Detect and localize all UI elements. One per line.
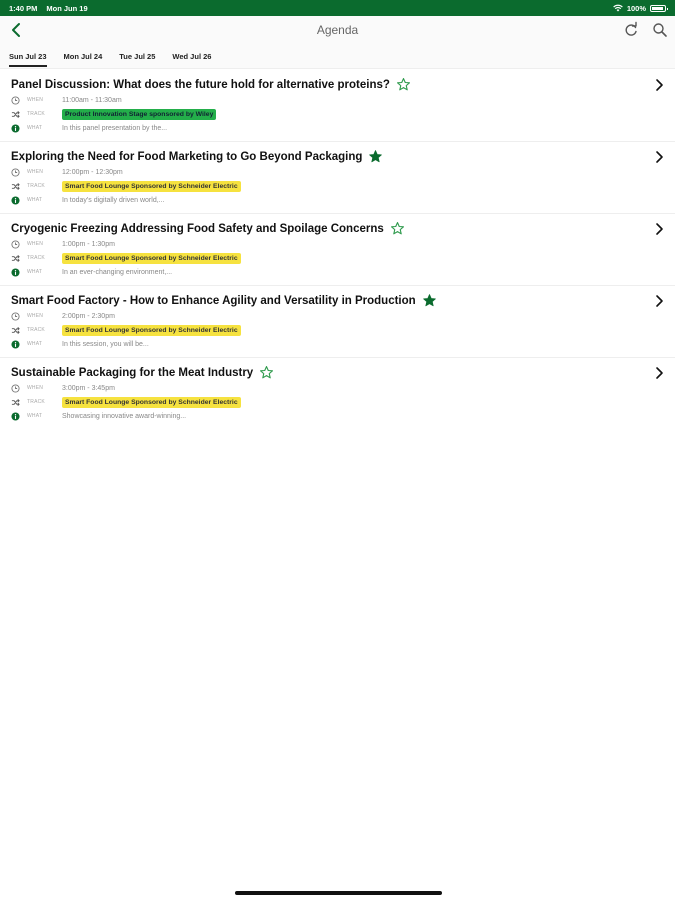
session-description: In this session, you will be... — [62, 340, 149, 348]
what-label: WHAT — [27, 269, 43, 275]
tab-wed-jul-26[interactable]: Wed Jul 26 — [172, 51, 212, 61]
tab-mon-jul-24[interactable]: Mon Jul 24 — [63, 51, 103, 61]
track-label: TRACK — [27, 399, 45, 405]
session-item[interactable] — [0, 70, 675, 142]
session-description: In an ever-changing environment,... — [62, 268, 173, 276]
what-label: WHAT — [27, 413, 43, 419]
session-time: 3:00pm - 3:45pm — [62, 384, 115, 392]
track-label: TRACK — [27, 327, 45, 333]
battery-icon — [650, 5, 666, 12]
session-title: Sustainable Packaging for the Meat Industry — [11, 366, 254, 379]
session-list — [0, 70, 675, 430]
track-badge: Smart Food Lounge Sponsored by Schneider Electric — [62, 397, 241, 408]
session-title: Smart Food Factory - How to Enhance Agility and Versatility in Production — [11, 294, 416, 307]
session-title: Cryogenic Freezing Addressing Food Safety and Spoilage Concerns — [11, 222, 384, 235]
star-outline-icon[interactable] — [396, 77, 411, 92]
chevron-right-icon[interactable] — [653, 222, 665, 236]
session-item[interactable] — [0, 358, 675, 430]
chevron-right-icon[interactable] — [653, 366, 665, 380]
session-time: 11:00am - 11:30am — [62, 96, 122, 104]
chevron-right-icon[interactable] — [653, 150, 665, 164]
status-date: Mon Jun 19 — [46, 3, 88, 13]
info-icon — [11, 196, 20, 205]
clock-icon — [11, 96, 20, 105]
status-bar — [0, 0, 675, 16]
track-label: TRACK — [27, 255, 45, 261]
session-time: 12:00pm - 12:30pm — [62, 168, 123, 176]
chevron-right-icon[interactable] — [653, 78, 665, 92]
clock-icon — [11, 240, 20, 249]
info-icon — [11, 340, 20, 349]
search-icon[interactable] — [651, 21, 669, 39]
info-icon — [11, 412, 20, 421]
when-label: WHEN — [27, 97, 44, 103]
back-chevron-icon[interactable] — [8, 21, 26, 39]
shuffle-icon — [11, 182, 20, 191]
session-description: In this panel presentation by the... — [62, 124, 168, 132]
what-label: WHAT — [27, 125, 43, 131]
clock-icon — [11, 384, 20, 393]
page-title: Agenda — [316, 23, 359, 37]
star-outline-icon[interactable] — [390, 221, 405, 236]
clock-icon — [11, 168, 20, 177]
track-badge: Smart Food Lounge Sponsored by Schneider Electric — [62, 253, 241, 264]
tab-sun-jul-23[interactable]: Sun Jul 23 — [9, 48, 47, 65]
session-time: 1:00pm - 1:30pm — [62, 240, 115, 248]
what-label: WHAT — [27, 341, 43, 347]
chevron-right-icon[interactable] — [653, 294, 665, 308]
when-label: WHEN — [27, 241, 44, 247]
track-badge: Product Innovation Stage sponsored by Wiley — [62, 109, 216, 120]
what-label: WHAT — [27, 197, 43, 203]
status-time: 1:40 PM — [9, 3, 38, 13]
track-badge: Smart Food Lounge Sponsored by Schneider Electric — [62, 325, 241, 336]
track-badge: Smart Food Lounge Sponsored by Schneider Electric — [62, 181, 241, 192]
session-item[interactable] — [0, 142, 675, 214]
home-indicator[interactable] — [235, 891, 442, 895]
wifi-icon — [613, 4, 623, 12]
session-description: Showcasing innovative award-winning... — [62, 412, 187, 420]
track-label: TRACK — [27, 183, 45, 189]
shuffle-icon — [11, 326, 20, 335]
refresh-icon[interactable] — [622, 21, 640, 39]
session-description: In today's digitally driven world,... — [62, 196, 165, 204]
clock-icon — [11, 312, 20, 321]
star-filled-icon[interactable] — [422, 293, 437, 308]
star-filled-icon[interactable] — [368, 149, 383, 164]
session-item[interactable] — [0, 214, 675, 286]
shuffle-icon — [11, 110, 20, 119]
tab-tue-jul-25[interactable]: Tue Jul 25 — [119, 51, 156, 61]
session-time: 2:00pm - 2:30pm — [62, 312, 115, 320]
session-title: Exploring the Need for Food Marketing to Go Beyond Packaging — [11, 150, 363, 163]
when-label: WHEN — [27, 313, 44, 319]
date-tabs — [0, 44, 675, 69]
info-icon — [11, 124, 20, 133]
shuffle-icon — [11, 398, 20, 407]
shuffle-icon — [11, 254, 20, 263]
battery-percent: 100% — [626, 3, 646, 13]
session-title: Panel Discussion: What does the future hold for alternative proteins? — [11, 78, 390, 91]
nav-bar — [0, 16, 675, 44]
info-icon — [11, 268, 20, 277]
track-label: TRACK — [27, 111, 45, 117]
session-item[interactable] — [0, 286, 675, 358]
when-label: WHEN — [27, 169, 44, 175]
when-label: WHEN — [27, 385, 44, 391]
star-outline-icon[interactable] — [259, 365, 274, 380]
